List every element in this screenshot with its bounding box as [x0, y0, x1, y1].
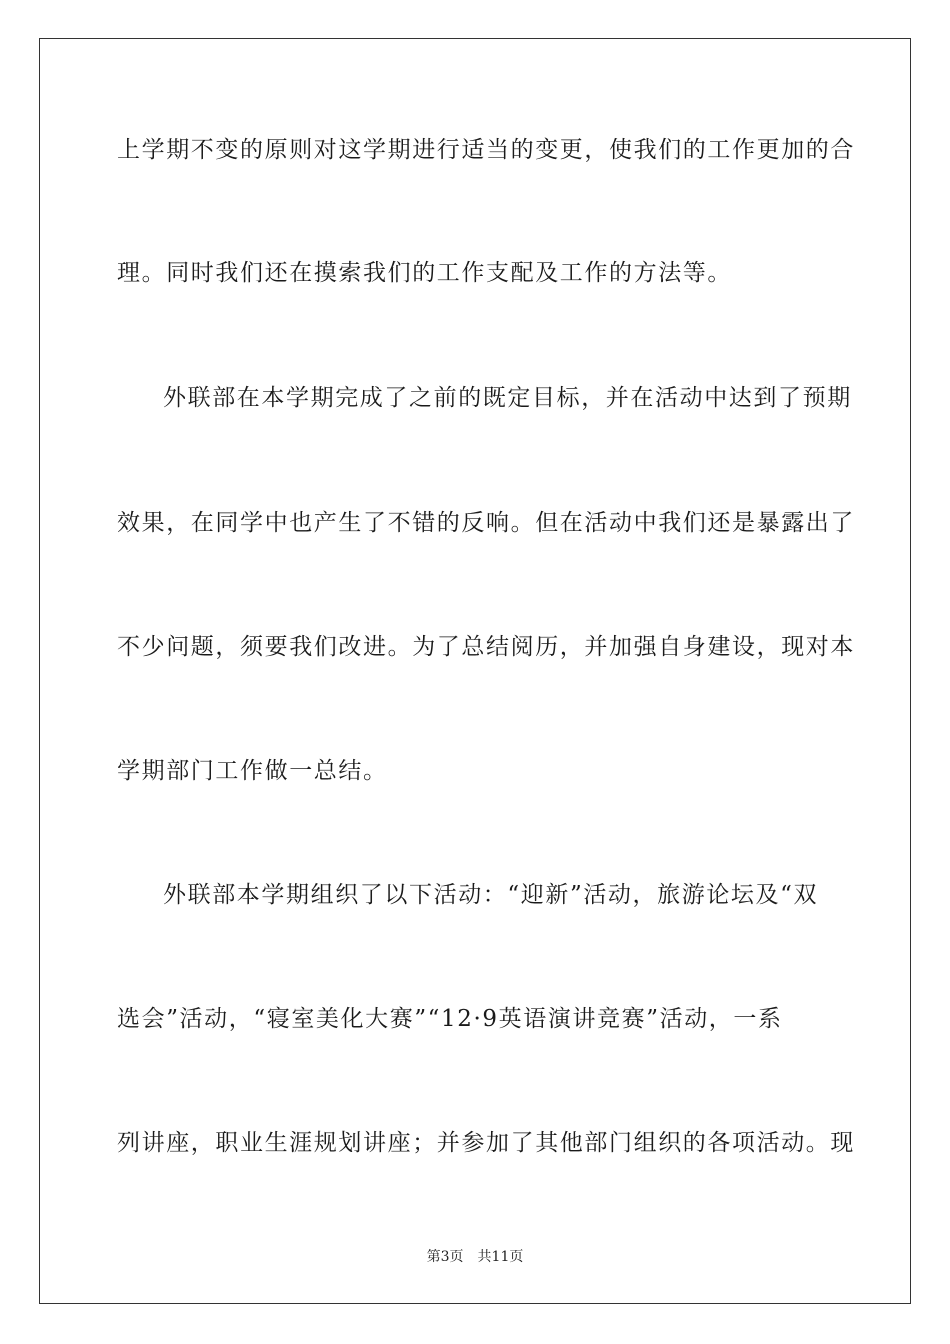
body-text-line: 选会”活动，“寝室美化大赛”“12·9英语演讲竞赛”活动，一系	[117, 1006, 783, 1032]
paragraph-start-line: 外联部在本学期完成了之前的既定目标，并在活动中达到了预期	[163, 385, 852, 411]
page-total: 共11页	[477, 1249, 524, 1265]
body-text-line: 效果，在同学中也产生了不错的反响。但在活动中我们还是暴露出了	[117, 510, 855, 536]
page-footer	[0, 1248, 950, 1266]
paragraph-start-line: 外联部本学期组织了以下活动：“迎新”活动，旅游论坛及“双	[163, 882, 819, 908]
body-text-line: 不少问题，须要我们改进。为了总结阅历，并加强自身建设，现对本	[117, 634, 855, 660]
body-text-line: 列讲座，职业生涯规划讲座；并参加了其他部门组织的各项活动。现	[117, 1130, 855, 1156]
page-number: 第3页	[426, 1249, 464, 1265]
body-text-line: 理。同时我们还在摸索我们的工作支配及工作的方法等。	[117, 260, 732, 286]
page-border	[39, 38, 911, 1304]
body-text-line: 学期部门工作做一总结。	[117, 758, 388, 784]
body-text-line: 上学期不变的原则对这学期进行适当的变更，使我们的工作更加的合	[117, 137, 855, 163]
